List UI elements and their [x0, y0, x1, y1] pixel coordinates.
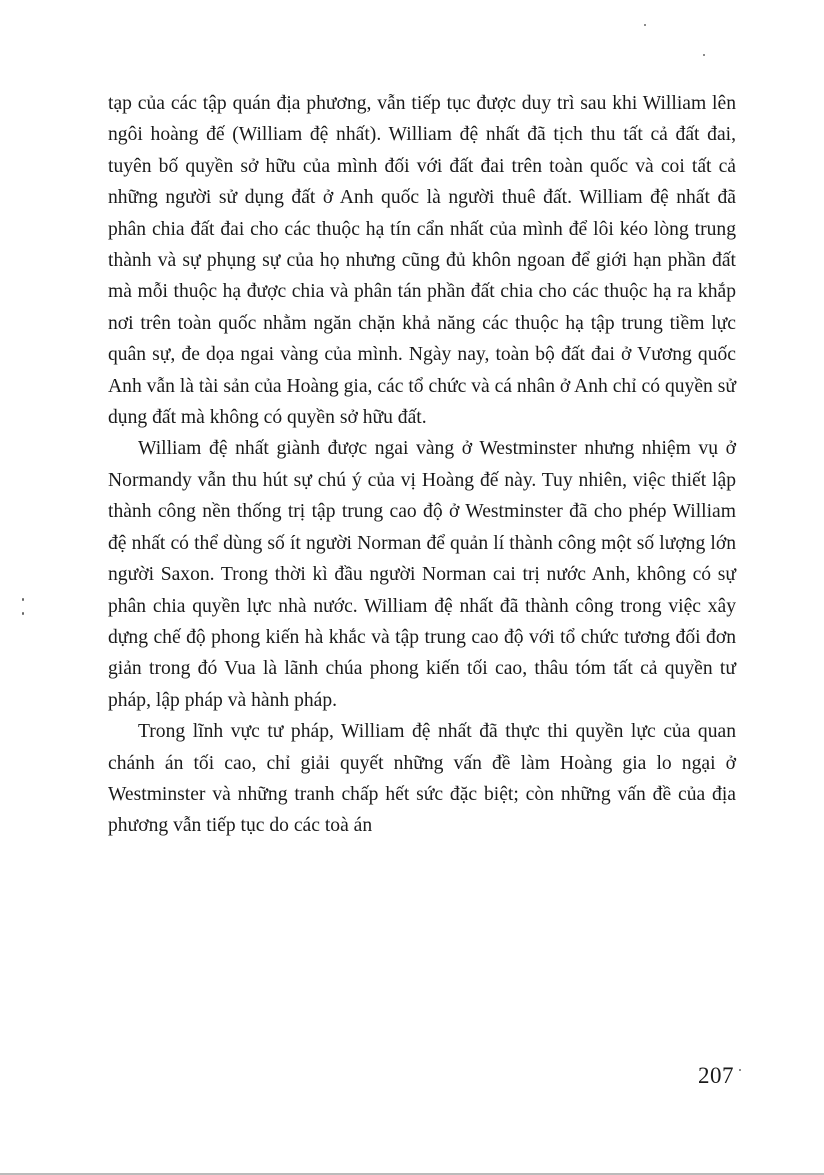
page-body: [108, 88, 736, 842]
scan-speck: [739, 1069, 741, 1071]
page-number: 207: [698, 1063, 734, 1088]
scan-speck: [644, 24, 646, 26]
scan-speck: [22, 612, 24, 615]
paragraph-2: William đệ nhất giành được ngai vàng ở Westminster nhưng nhiệm vụ ở Normandy vẫn thu hút sự chú ý của vị Hoàng đế này. Tuy nhiên, việc thiết lập thành công nền thống trị tập trung cao độ ở Westminster đã cho phép William đệ nhất có thể dùng số ít người Norman để quản lí thành công một số lượng lớn người Saxon. Trong thời kì đầu người Norman cai trị nước Anh, không có sự phân chia quyền lực nhà nước. William đệ nhất đã thành công trong việc xây dựng chế độ phong kiến hà khắc và tập trung cao độ với tổ chức tương đối đơn giản trong đó Vua là lãnh chúa phong kiến tối cao, thâu tóm tất cả quyền tư pháp, lập pháp và hành pháp.: [108, 438, 736, 711]
scan-speck: [22, 598, 24, 601]
paragraph-1: tạp của các tập quán địa phương, vẫn tiếp tục được duy trì sau khi William lên ngôi hoàng đế (William đệ nhất). William đệ nhất đã tịch thu tất cả đất đai, tuyên bố quyền sở hữu của mình đối với đất đai trên toàn quốc và coi tất cả những người sử dụng đất ở Anh quốc là người thuê đất. William đệ nhất đã phân chia đất đai cho các thuộc hạ tín cẩn nhất của mình để lôi kéo lòng trung thành và sự phụng sự của họ nhưng cũng đủ khôn ngoan để giới hạn phần đất mà mỗi thuộc hạ được chia và phân tán phần đất chia cho các thuộc hạ ra khắp nơi trên toàn quốc nhằm ngăn chặn khả năng các thuộc hạ tập trung tiềm lực quân sự, đe dọa ngai vàng của mình. Ngày nay, toàn bộ đất đai ở Vương quốc Anh vẫn là tài sản của Hoàng gia, các tổ chức và cá nhân ở Anh chỉ có quyền sử dụng đất mà không có quyền sở hữu đất.: [108, 93, 736, 429]
scan-speck: [703, 54, 705, 56]
paragraph-3: Trong lĩnh vực tư pháp, William đệ nhất đã thực thi quyền lực của quan chánh án tối cao, chỉ giải quyết những vấn đề làm Hoàng gia lo ngại ở Westminster và những tranh chấp hết sức đặc biệt; còn những vấn đề của địa phương vẫn tiếp tục do các toà án: [108, 721, 736, 837]
